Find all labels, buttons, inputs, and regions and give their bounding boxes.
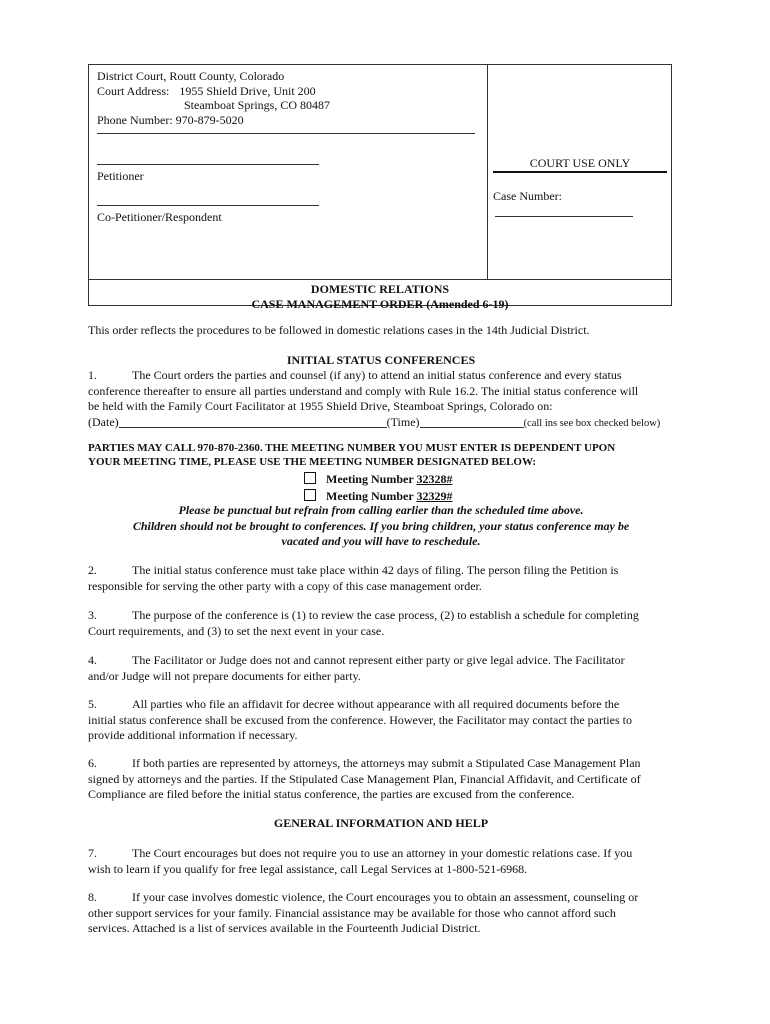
para6-line3: Compliance are filed before the initial status conference, the parties are excused from the conference.: [88, 787, 575, 801]
para7-line2: wish to learn if you qualify for free legal assistance, call Legal Services at 1-800-521-6968.: [88, 861, 528, 876]
meeting-1-number: 32328#: [416, 472, 453, 486]
date-field[interactable]: [119, 427, 387, 428]
intro-text: This order reflects the procedures to be followed in domestic relations cases in the 14th Judicial District.: [88, 323, 590, 337]
respondent-label: Co-Petitioner/Respondent: [97, 209, 222, 224]
para6-number: 6.: [88, 756, 97, 770]
court-address: [97, 84, 477, 99]
para1-number: 1.: [88, 368, 97, 382]
time-field[interactable]: [420, 427, 524, 428]
para2-number: 2.: [88, 563, 97, 577]
petitioner-line[interactable]: [97, 164, 319, 165]
para4-line2: and/or Judge will not prepare documents for either party.: [88, 668, 361, 683]
call-notice: [88, 441, 674, 469]
title-line2: CASE MANAGEMENT ORDER (Amended 6-19): [251, 297, 509, 311]
court-info-panel: [89, 65, 488, 279]
para7-number: 7.: [88, 846, 97, 860]
call-notice-line1: PARTIES MAY CALL 970-870-2360. THE MEETING NUMBER YOU MUST ENTER IS DEPENDENT UPON: [88, 442, 616, 454]
para1-line2: conference thereafter to ensure all parties understand and comply with Rule 16.2. The initial status conference will: [88, 383, 639, 398]
court-name: District Court, Routt County, Colorado: [97, 69, 285, 83]
para8-line3: services. Attached is a list of services available in the Fourteenth Judicial District.: [88, 921, 481, 935]
paragraph-4: [88, 653, 674, 684]
case-number-label: Case Number:: [493, 189, 562, 203]
call-notice-line2: YOUR MEETING TIME, PLEASE USE THE MEETING NUMBER DESIGNATED BELOW:: [88, 456, 537, 468]
para6-line1: If both parties are represented by attorneys, the attorneys may submit a Stipulated Case Management Plan: [132, 756, 641, 770]
date-time-row: [88, 415, 674, 432]
para7-line1: The Court encourages but does not require you to use an attorney in your domestic relations case. If you: [132, 846, 633, 860]
para5-line3: provide additional information if necessary.: [88, 728, 298, 742]
para3-line1: The purpose of the conference is (1) to review the case process, (2) to establish a schedule for completing: [132, 608, 639, 622]
para5-line1: All parties who file an affidavit for decree without appearance with all required documents before the: [132, 697, 620, 711]
para3-number: 3.: [88, 608, 97, 622]
para1-line3: be held with the Family Court Facilitator at 1955 Shield Drive, Steamboat Springs, Colorado on:: [88, 399, 553, 413]
meeting-2-number: 32329#: [416, 489, 453, 503]
caption-divider: [97, 133, 475, 134]
document-title: [89, 279, 671, 311]
para2-line2: responsible for serving the other party with a copy of this case management order.: [88, 578, 482, 593]
section-title-general-info: GENERAL INFORMATION AND HELP: [273, 816, 489, 830]
meeting-2-checkbox[interactable]: [304, 489, 316, 501]
paragraph-3: [88, 608, 674, 639]
paragraph-6: [88, 756, 674, 803]
para5-number: 5.: [88, 697, 97, 711]
paragraph-1: [88, 368, 674, 431]
court-use-only: COURT USE ONLY: [493, 155, 667, 173]
para8-line2: other support services for your family. Financial assistance may be available for those who cannot afford such: [88, 905, 616, 920]
meeting-1-label: Meeting Number: [326, 472, 414, 486]
court-phone: Phone Number: 970-879-5020: [97, 112, 244, 127]
para8-number: 8.: [88, 890, 97, 904]
section-title-initial-status: INITIAL STATUS CONFERENCES: [286, 353, 476, 367]
para5-line2: initial status conference shall be excused from the conference. However, the Facilitator may contact the parties to: [88, 712, 632, 727]
paragraph-7: [88, 846, 674, 877]
warning-line3: vacated and you will have to reschedule.: [281, 534, 481, 548]
address-line2: Steamboat Springs, CO 80487: [184, 98, 330, 112]
case-number-field[interactable]: [495, 216, 633, 217]
title-line1: DOMESTIC RELATIONS: [310, 282, 450, 296]
meeting-2-label: Meeting Number: [326, 489, 414, 503]
para2-line1: The initial status conference must take place within 42 days of filing. The person filing the Petition is: [132, 563, 619, 577]
warning-line1: Please be punctual but refrain from calling earlier than the scheduled time above.: [178, 503, 584, 517]
warning-line2: Children should not be brought to conferences. If you bring children, your status conference may be: [132, 518, 630, 533]
call-in-note: (call ins see box checked below): [523, 417, 661, 429]
date-label: (Date): [88, 414, 119, 429]
time-label: (Time): [386, 414, 420, 429]
court-use-panel: [487, 65, 671, 279]
meeting-option-1[interactable]: [304, 471, 604, 488]
respondent-line[interactable]: [97, 205, 319, 206]
meeting-number-options: [304, 471, 604, 505]
case-caption-box: [88, 64, 672, 311]
paragraph-5: [88, 697, 674, 744]
para6-line2: signed by attorneys and the parties. If the Stipulated Case Management Plan, Financial Affidavit, and Certificate of: [88, 771, 641, 786]
paragraph-2: [88, 563, 674, 594]
para8-line1: If your case involves domestic violence, the Court encourages you to obtain an assessment, counseling or: [132, 890, 639, 904]
para1-line1: The Court orders the parties and counsel (if any) to attend an initial status conference and every status: [132, 368, 622, 382]
petitioner-label: Petitioner: [97, 169, 144, 183]
conference-warning: [88, 503, 674, 550]
address-label: Court Address:: [97, 83, 170, 98]
address-line1: 1955 Shield Drive, Unit 200: [179, 83, 316, 98]
meeting-1-checkbox[interactable]: [304, 472, 316, 484]
para4-number: 4.: [88, 653, 97, 667]
para4-line1: The Facilitator or Judge does not and cannot represent either party or give legal advice. The Facilitator: [132, 653, 625, 667]
para3-line2: Court requirements, and (3) to set the next event in your case.: [88, 623, 385, 638]
paragraph-8: [88, 890, 674, 937]
